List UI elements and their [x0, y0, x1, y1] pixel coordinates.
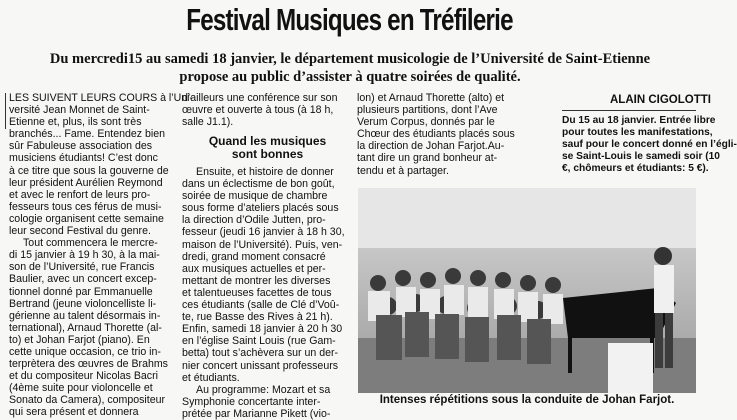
info-line: pour toutes les manifestations,	[562, 127, 713, 138]
text-line: Symphonie concertante inter-	[182, 395, 321, 408]
text-line: ces étudiants (salle de Clé d’Voû-	[182, 299, 340, 312]
text-line: son de l’Université, rue Francis	[9, 261, 155, 274]
text-line: nier concert unissant professeurs	[182, 359, 339, 372]
text-line: Baulier, avec un concert excep-	[9, 273, 157, 286]
text-line: et talentueuses facettes de tous	[182, 286, 332, 299]
author-byline: ALAIN CIGOLOTTI	[610, 94, 711, 106]
text-line: la direction d’Odile Jutten, pro-	[182, 214, 326, 227]
info-line: sauf pour le concert donné en l’égli-	[562, 139, 737, 150]
text-line: sûr Fabuleuse association des	[9, 140, 153, 153]
text-line: et avec le renfort de leurs pro-	[9, 188, 151, 201]
text-line: Chœur des étudiants placés sous	[357, 128, 515, 141]
info-line: Du 15 au 18 janvier. Entrée libre	[562, 115, 716, 126]
text-line: à ce titre que sous la gouverne de	[9, 164, 169, 177]
text-line: fesseurs tous ces férus de musi-	[9, 200, 162, 213]
rehearsal-photo	[358, 188, 696, 393]
text-line: cette unique occasion, ce trio in-	[9, 345, 161, 358]
text-line: tendu et à partager.	[357, 164, 449, 177]
text-line: Verum Corpus, donnés par le	[357, 116, 495, 129]
text-line: te, rue Basse des Rives à 21 h).	[182, 311, 333, 324]
text-line: soirée de musique de chambre	[182, 190, 328, 203]
headline: Festival Musiques en Tréfilerie	[186, 2, 513, 37]
text-line: sous forme d’ateliers placés sous	[182, 202, 339, 215]
text-line: dans un éclectisme de bon goût,	[182, 178, 335, 191]
text-line: Bertrand (jeune violoncelliste li-	[9, 297, 157, 310]
text-line: Tout commencera le mercre-	[23, 237, 158, 250]
text-line: Sonato da Camera), compositeur	[9, 394, 166, 407]
text-line: tant dire un grand bonheur at-	[357, 152, 498, 165]
text-line: (4ème suite pour violoncelle et	[9, 382, 153, 395]
text-line: cologie organisent cette semaine	[9, 212, 164, 225]
text-line: terprètera des œuvres de Brahms	[9, 358, 168, 371]
text-line: to) et Johan Farjot (piano). En	[9, 333, 150, 346]
text-line: branchés... Fame. Entendez bien	[9, 128, 166, 141]
info-line: €, chômeurs et étudiants: 5 €).	[562, 163, 709, 174]
deck	[20, 50, 680, 86]
text-line: et du compositeur Nicolas Bacri	[9, 370, 158, 383]
text-line: gérienne au talent désormais in-	[9, 309, 161, 322]
text-line: dredi, grand moment consacré	[182, 250, 326, 263]
text-line: Ensuite, et histoire de donner	[196, 166, 334, 178]
photo-caption: Intenses répétitions sous la conduite de Johan Farjot.	[379, 394, 675, 406]
article-column-1	[9, 92, 194, 419]
text-line: musiciens étudiants! C’est donc	[9, 152, 158, 165]
practical-info-box	[562, 115, 737, 175]
text-line: versité Jean Monnet de Saint-	[9, 104, 150, 117]
text-line: LES SUIVENT LEURS COURS à l’Uni-	[9, 92, 194, 104]
text-line: en l’église Saint Louis (rue Gam-	[182, 335, 336, 348]
text-line: la direction de Johan Farjot.Au-	[357, 140, 505, 153]
subheading	[185, 135, 350, 161]
subheading-line: Quand les musiques	[208, 134, 327, 148]
text-line: di 15 janvier à 19 h 30, à la mai-	[9, 249, 160, 262]
text-line: leur second Festival du genre.	[9, 225, 151, 238]
drop-rule	[5, 93, 6, 129]
text-line: betta) tout s’achèvera sur un der-	[182, 347, 339, 360]
text-line: Enfin, samedi 18 janvier à 20 h 30	[182, 323, 343, 336]
article-column-3	[357, 92, 557, 177]
deck-line: propose au public d’assister à quatre soirées de qualité.	[179, 69, 521, 85]
text-line: aux musiques actuelles et per-	[182, 262, 326, 275]
subheading-line: sont bonnes	[231, 147, 304, 161]
info-line: se Saint-Louis le samedi soir (10	[562, 151, 720, 162]
byline-rule	[562, 110, 696, 111]
text-line: fesseur (jeudi 16 janvier à 18 h 30,	[182, 226, 345, 239]
text-line: qui sera présent et donnera	[9, 406, 139, 419]
text-line: salle J1.1).	[182, 116, 234, 129]
text-line: d’ailleurs une conférence sur son	[182, 92, 338, 104]
deck-line: Du mercredi15 au samedi 18 janvier, le département musicologie de l’Université de Saint-Etienne	[49, 51, 651, 67]
text-line: Etienne et, plus, ils sont très	[9, 116, 142, 129]
text-line: maison de l’Université). Puis, ven-	[182, 238, 343, 251]
text-line: plusieurs partitions, dont l’Ave	[357, 104, 498, 117]
text-line: et étudiants.	[182, 371, 240, 384]
rehearsal-photo-graphic	[358, 188, 696, 393]
text-line: leur président Aurélien Reymond	[9, 176, 163, 189]
text-line: tionnel donné par Emmanuelle	[9, 285, 153, 298]
article-column-2-bottom	[182, 166, 354, 420]
article-column-2-top	[182, 92, 354, 128]
text-line: œuvre et ouverte à tous (à 18 h,	[182, 104, 334, 117]
text-line: prétée par Marianne Pikett (vio-	[182, 407, 331, 420]
text-line: Au programme: Mozart et sa	[196, 383, 331, 396]
text-line: mettant de montrer les diverses	[182, 274, 331, 287]
text-line: ternational), Arnaud Thorette (al-	[9, 321, 162, 334]
text-line: lon) et Arnaud Thorette (alto) et	[357, 92, 505, 104]
